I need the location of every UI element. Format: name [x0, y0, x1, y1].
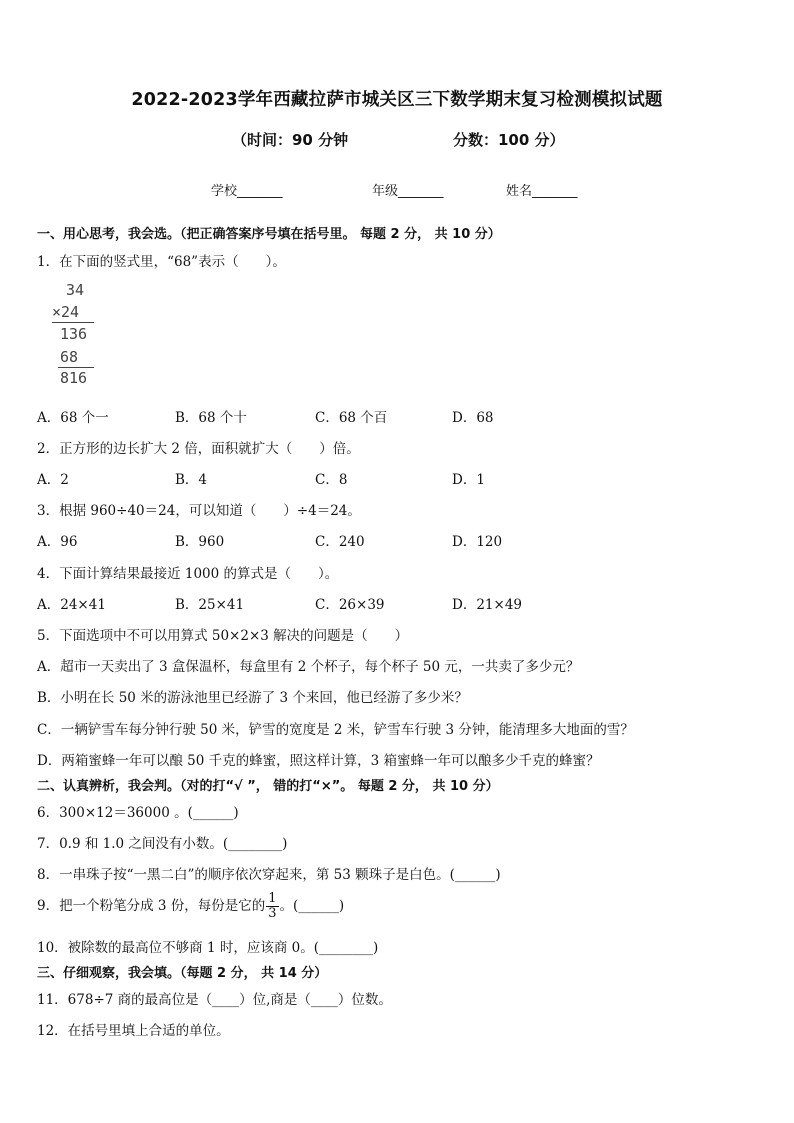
q1-option-d: D．68	[452, 410, 494, 426]
q4-option-b: B．25×41	[175, 597, 245, 613]
calc-line-3: 136	[60, 325, 88, 343]
q4-option-c: C．26×39	[315, 597, 385, 613]
exam-score: 分数：100 分）	[453, 131, 565, 149]
q4-option-d: D．21×49	[452, 597, 522, 613]
q3-option-d: D．120	[452, 534, 503, 550]
q9-text-after: 。(______)	[279, 898, 345, 914]
q5-option-d: D．两箱蜜蜂一年可以酿 50 千克的蜂蜜，照这样计算，3 箱蜜蜂一年可以酿多少千克的蜂蜜？	[37, 753, 600, 769]
q5-option-a: A．超市一天卖出了 3 盒保温杯，每盒里有 2 个杯子，每个杯子 50 元，一共卖了多少元？	[37, 659, 580, 675]
fraction-denominator: 3	[268, 906, 277, 921]
question-2: 2．正方形的边长扩大 2 倍，面积就扩大（ ）倍。	[37, 441, 360, 457]
calc-underline-2	[58, 367, 94, 368]
q5-option-c: C．一辆铲雪车每分钟行驶 50 米，铲雪的宽度是 2 米，铲雪车行驶 3 分钟，能清理多大地面的雪？	[37, 722, 634, 738]
q2-option-b: B．4	[175, 472, 208, 488]
question-5: 5．下面选项中不可以用算式 50×2×3 解决的问题是（ ）	[37, 628, 409, 644]
section-2-heading: 二、认真辨析，我会判。（对的打“√ ”， 错的打“×”。 每题 2 分， 共 10 分）	[37, 779, 499, 794]
exam-time: （时间：90 分钟	[232, 131, 349, 149]
question-6: 6．300×12＝36000 。(______)	[37, 805, 239, 821]
question-8: 8．一串珠子按“一黑二白”的顺序依次穿起来，第 53 颗珠子是白色。(______)	[37, 867, 501, 883]
q1-option-c: C．68 个百	[315, 410, 388, 426]
name-field: 姓名_______	[506, 184, 578, 199]
calc-underline-1	[52, 322, 94, 323]
q4-option-a: A．24×41	[37, 597, 106, 613]
q1-option-a: A．68 个一	[37, 410, 109, 426]
question-4: 4．下面计算结果最接近 1000 的算式是（ ）。	[37, 566, 339, 582]
q2-option-c: C．8	[315, 472, 348, 488]
question-3: 3．根据 960÷40＝24，可以知道（ ）÷4＝24。	[37, 503, 361, 519]
q3-option-a: A．96	[37, 534, 78, 550]
exam-title: 2022-2023学年西藏拉萨市城关区三下数学期末复习检测模拟试题	[131, 90, 663, 110]
calc-line-1: 34	[66, 281, 85, 299]
question-7: 7．0.9 和 1.0 之间没有小数。(________)	[37, 836, 288, 852]
q3-option-b: B．960	[175, 534, 225, 550]
question-11: 11．678÷7 商的最高位是（____）位,商是（____）位数。	[37, 992, 392, 1008]
q9-text-before: 9．把一个粉笔分成 3 份，每份是它的	[37, 898, 266, 914]
fraction-numerator: 1	[268, 891, 277, 906]
fraction-one-third	[266, 892, 278, 921]
q5-option-b: B．小明在长 50 米的游泳池里已经游了 3 个来回，他已经游了多少米？	[37, 690, 468, 706]
question-9	[37, 892, 344, 921]
q3-option-c: C．240	[315, 534, 365, 550]
grade-field: 年级_______	[372, 184, 444, 199]
calc-line-4: 68	[60, 348, 79, 366]
q1-option-b: B．68 个十	[175, 410, 247, 426]
question-10: 10．被除数的最高位不够商 1 时，应该商 0。(________)	[37, 940, 379, 956]
school-field: 学校_______	[211, 184, 283, 199]
question-12: 12．在括号里填上合适的单位。	[37, 1023, 230, 1039]
question-1: 1．在下面的竖式里，“68”表示（ ）。	[37, 254, 286, 270]
section-1-heading: 一、用心思考，我会选。（把正确答案序号填在括号里。 每题 2 分， 共 10 分）	[37, 227, 501, 242]
q2-option-a: A．2	[37, 472, 69, 488]
calc-line-2: ×24	[52, 303, 80, 321]
calc-line-5: 816	[60, 369, 88, 387]
q2-option-d: D．1	[452, 472, 485, 488]
section-3-heading: 三、仔细观察，我会填。（每题 2 分， 共 14 分）	[37, 966, 328, 981]
